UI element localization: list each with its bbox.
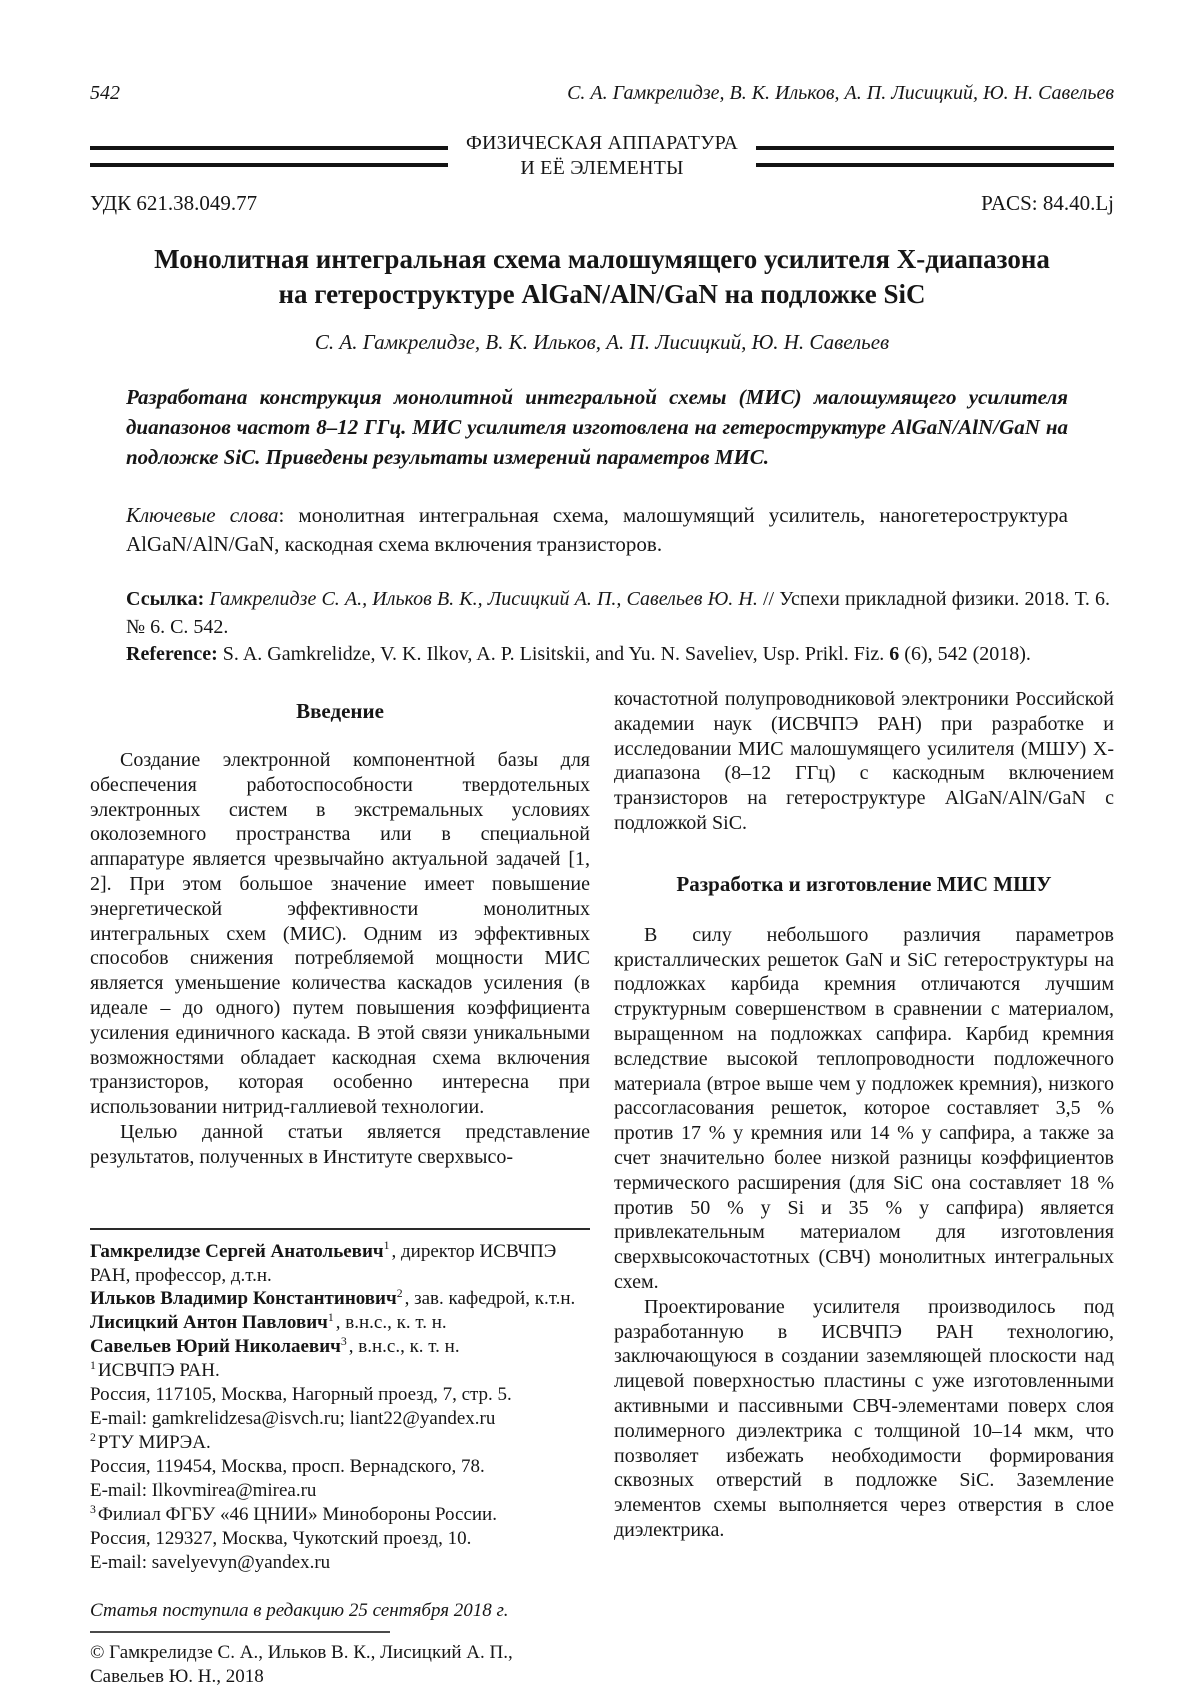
affiliation-org: $^2$ РТУ МИРЭА. xyxy=(90,1430,211,1454)
reference-volume: 6 xyxy=(889,643,900,666)
footnote-author-1 xyxy=(90,1240,590,1288)
affiliation-email: E-mail: gamkrelidzesa@isvch.ru; liant22@yandex.ru xyxy=(90,1408,496,1430)
affiliation-sup: 3 xyxy=(90,1502,96,1516)
affiliation-email: E-mail: Ilkovmirea@mirea.ru xyxy=(90,1479,317,1501)
footnote-author-role: , в.н.с., к. т. н. xyxy=(348,1336,460,1358)
footnote-block xyxy=(90,1228,590,1689)
reference-label: Reference: xyxy=(126,643,223,666)
keywords xyxy=(126,501,1068,561)
article-title-line1: Монолитная интегральная схема малошумящего усилителя X-диапазона xyxy=(154,244,1050,274)
section-rule-right xyxy=(756,146,1114,167)
footnote-author-role: , зав. кафедрой, к.т.н. xyxy=(404,1288,576,1310)
intro-paragraph-1: Создание электронной компонентной базы для обеспечения работоспособности твердотельных электронных систем в экстремальных условиях околоземного пространства или в специальной аппаратуре является чрезвычайно актуальной задачей [1, 2]. При этом большое значение имеет повышение энергетической эффективности монолитных интегральных схем (МИС). Одним из эффективных способов снижения потребляемой мощности МИС является уменьшение количества каскадов усиления (в идеале – до одного) путем повышения коэффициента усиления единичного каскада. В этой связи уникальными возможностями обладает каскодная схема включения транзисторов, которая особенно интересна при использовании нитрид-галлиевой технологии. xyxy=(90,749,590,1119)
affiliation-3 xyxy=(90,1503,590,1575)
citation-english xyxy=(126,641,1110,669)
affiliation-1 xyxy=(90,1359,590,1431)
footnote-author-role: , директор ИСВЧПЭ РАН, профессор, д.т.н. xyxy=(90,1240,557,1286)
footnote-author-sup: 3 xyxy=(340,1335,347,1348)
affiliation-address: Россия, 117105, Москва, Нагорный проезд, 7, стр. 5. xyxy=(90,1384,512,1406)
copyright-line: © Гамкрелидзе С. А., Ильков В. К., Лисицкий А. П., Савельев Ю. Н., 2018 xyxy=(90,1641,513,1687)
running-head-authors: С. А. Гамкрелидзе, В. К. Ильков, А. П. Лисицкий, Ю. Н. Савельев xyxy=(567,82,1114,104)
footnote-author-sup: 1 xyxy=(383,1239,390,1253)
development-paragraph-2: Проектирование усилителя производилось под разработанную в ИСВЧПЭ РАН технологию, заключающуюся в создании заземляющей плоскости над лицевой поверхностью пластины с уже изготовленными активными и пассивными СВЧ-элементами поверх слоя полимерного диэлектрика с толщиной 10–14 мкм, что позволяет избежать необходимости формирования сквозных отверстий в подложке SiC. Заземление элементов схемы выполняется через отверстия в слое диэлектрика. xyxy=(614,1295,1114,1541)
footnote-author-sup: 1 xyxy=(327,1311,334,1325)
footnote-author-3 xyxy=(90,1311,590,1335)
article-authors: С. А. Гамкрелидзе, В. К. Ильков, А. П. Лисицкий, Ю. Н. Савельев xyxy=(314,330,890,355)
section-rule-left xyxy=(90,146,448,167)
intro-paragraph-2: Целью данной статьи является представление результатов, полученных в Институте сверхвысо- xyxy=(90,1120,590,1168)
keywords-text: : монолитная интегральная схема, малошумящий усилитель, наногетероструктура AlGaN/AlN/GaN, каскодная схема включения транзисторов. xyxy=(126,502,1068,557)
article-title xyxy=(90,242,1114,312)
affiliation-sup: 1 xyxy=(90,1358,96,1372)
affiliation-email: E-mail: savelyevyn@yandex.ru xyxy=(90,1551,331,1573)
left-column xyxy=(90,683,590,1688)
affiliation-address: Россия, 119454, Москва, просп. Вернадского, 78. xyxy=(90,1456,485,1478)
section-title-line1: ФИЗИЧЕСКАЯ АППАРАТУРА xyxy=(466,132,738,154)
abstract-text: Разработана конструкция монолитной интегральной схемы (МИС) малошумящего усилителя диапазонов частот 8–12 ГГц. МИС усилителя изготовлена на гетероструктуре AlGaN/AlN/GaN на подложке SiC. Приведены результаты измерений параметров МИС. xyxy=(126,385,1068,469)
udk-code: УДК 621.38.049.77 xyxy=(90,191,258,215)
footnote-author-role: , в.н.с., к. т. н. xyxy=(335,1312,447,1334)
keywords-label: Ключевые слова xyxy=(126,502,279,527)
classification-row xyxy=(90,191,1114,216)
section-banner xyxy=(90,131,1114,181)
footnote-author-4 xyxy=(90,1335,590,1359)
citation-source: // Успехи прикладной физики. 2018. Т. 6. № 6. С. 542. xyxy=(126,588,1111,638)
citation-block xyxy=(126,586,1110,669)
footnote-author-name: Гамкрелидзе Сергей Анатольевич xyxy=(90,1240,384,1262)
affiliation-2 xyxy=(90,1431,590,1503)
running-head-row xyxy=(90,82,1114,105)
citation-authors: Гамкрелидзе С. А., Ильков В. К., Лисицкий А. П., Савельев Ю. Н. xyxy=(209,588,758,611)
footnote-rule xyxy=(90,1228,590,1230)
affiliation-org: $^3$ Филиал ФГБУ «46 ЦНИИ» Минобороны России. xyxy=(90,1502,497,1525)
affiliation-address: Россия, 129327, Москва, Чукотский проезд, 10. xyxy=(90,1527,472,1549)
reference-text-pre: S. A. Gamkrelidze, V. K. Ilkov, A. P. Lisitskii, and Yu. N. Saveliev, Usp. Prikl. Fiz. xyxy=(222,643,890,666)
footnote-author-name: Ильков Владимир Константинович xyxy=(90,1288,397,1310)
footnote-author-sup: 2 xyxy=(396,1287,403,1301)
section-title xyxy=(448,131,756,181)
reference-text-post: (6), 542 (2018). xyxy=(899,643,1031,666)
citation-label: Ссылка: xyxy=(126,588,210,611)
footnote-author-name: Савельев Юрий Николаевич xyxy=(90,1336,341,1358)
citation-russian xyxy=(126,586,1110,641)
article-title-line2: на гетероструктуре AlGaN/AlN/GaN на подложке SiC xyxy=(278,279,926,310)
received-date: Статья поступила в редакцию 25 сентября 2018 г. xyxy=(90,1599,509,1621)
continuation-paragraph: кочастотной полупроводниковой электроники Российской академии наук (ИСВЧПЭ РАН) при разработке и исследовании МИС малошумящего усилителя (МШУ) X-диапазона (8–12 ГГц) с каскодным включением транзисторов на гетероструктуре AlGaN/AlN/GaN с подложкой SiC. xyxy=(614,688,1114,835)
affiliation-sup: 2 xyxy=(90,1430,96,1444)
section-title-line2: И ЕЁ ЭЛЕМЕНТЫ xyxy=(520,157,684,179)
intro-heading: Введение xyxy=(296,699,384,724)
two-column-body xyxy=(90,683,1114,1688)
footnote-rule-short xyxy=(90,1631,390,1633)
right-column xyxy=(614,683,1114,1688)
page-number: 542 xyxy=(90,82,120,104)
development-paragraph-1: В силу небольшого различия параметров кристаллических решеток GaN и SiC гетероструктуры на подложках карбида кремния отличаются лучшим структурным совершенством в сравнении с материалом, выращенном на подложках сапфира. Карбид кремния вследствие высокой теплопроводности подложечного материала (втрое выше чем у подложек кремния), низкого рассогласования решеток, которое составляет 3,5 % против 17 % у кремния или 14 % у сапфира, а также за счет значительно более низкой разницы коэффициентов термического расширения (для SiC она составляет 18 % против 50 % у Si и 35 % у сапфира) является привлекательным материалом для изготовления сверхвысокочастотных (СВЧ) монолитных интегральных схем. xyxy=(614,923,1114,1293)
footnote-author-name: Лисицкий Антон Павлович xyxy=(90,1312,328,1334)
affiliation-org: $^1$ ИСВЧПЭ РАН. xyxy=(90,1358,220,1382)
pacs-code: PACS: 84.40.Lj xyxy=(981,191,1114,215)
footnote-author-2 xyxy=(90,1287,590,1311)
development-heading: Разработка и изготовление МИС МШУ xyxy=(676,871,1052,896)
